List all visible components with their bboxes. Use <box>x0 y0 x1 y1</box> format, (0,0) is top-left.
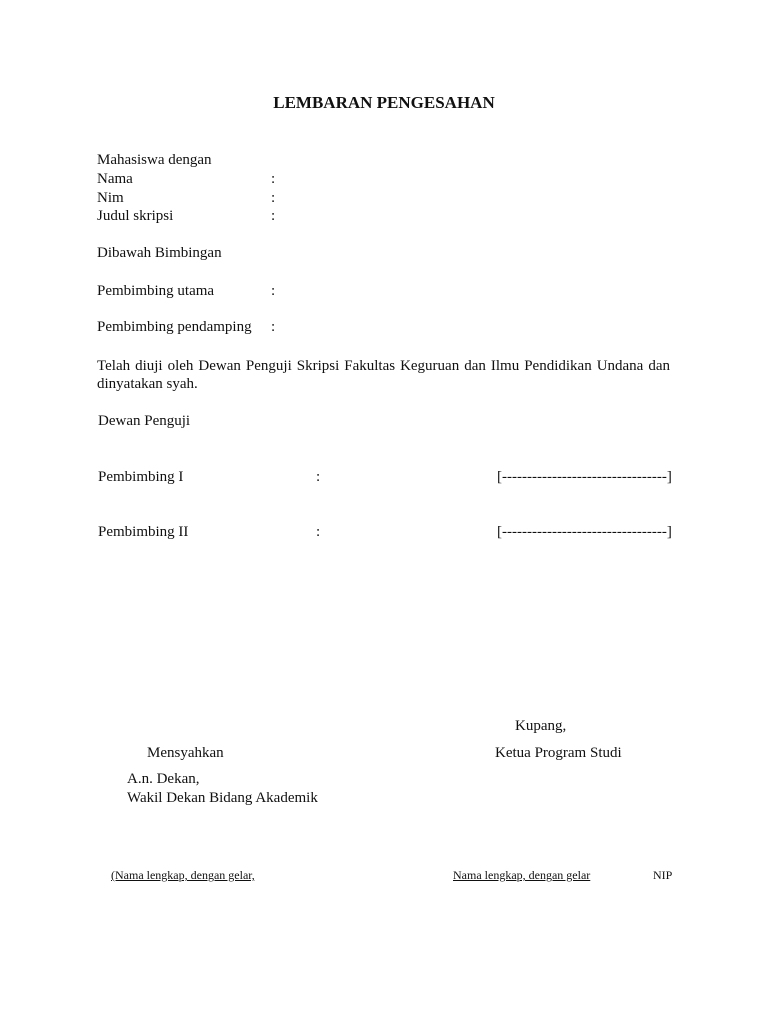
examiner-2-signature: [---------------------------------] <box>497 524 672 540</box>
place-date: Kupang, <box>515 718 567 734</box>
approved-by-heading: Mensyahkan <box>147 745 224 761</box>
name-colon: : <box>271 171 276 187</box>
approval-statement: Telah diuji oleh Dewan Penguji Skripsi Fakultas Keguruan dan Ilmu Pendidikan Undana dan dinyatakan syah. <box>97 358 670 392</box>
dean-line-2: Wakil Dekan Bidang Akademik <box>127 790 318 806</box>
thesis-title-label: Judul skripsi <box>97 208 174 224</box>
thesis-title-colon: : <box>271 208 276 224</box>
nim-label: Nim <box>97 190 124 206</box>
page-title: LEMBARAN PENGESAHAN <box>273 93 495 112</box>
program-head-heading: Ketua Program Studi <box>495 745 622 761</box>
student-heading: Mahasiswa dengan <box>97 152 212 168</box>
dean-name-placeholder: (Nama lengkap, dengan gelar, <box>111 868 255 882</box>
name-label: Nama <box>97 171 133 187</box>
dean-line-1: A.n. Dekan, <box>127 771 200 787</box>
nip-label: NIP <box>653 868 673 882</box>
examiner-1-colon: : <box>316 469 321 485</box>
assistant-supervisor-colon: : <box>271 319 276 335</box>
examiner-2-label: Pembimbing II <box>98 524 189 540</box>
main-supervisor-label: Pembimbing utama <box>97 283 215 299</box>
nim-colon: : <box>271 190 276 206</box>
examiner-2-colon: : <box>316 524 321 540</box>
assistant-supervisor-label: Pembimbing pendamping <box>97 319 252 335</box>
examiners-heading: Dewan Penguji <box>98 413 191 429</box>
program-head-name-placeholder: Nama lengkap, dengan gelar <box>453 868 591 882</box>
supervision-heading: Dibawah Bimbingan <box>97 245 222 261</box>
examiner-1-signature: [---------------------------------] <box>497 469 672 485</box>
examiner-1-label: Pembimbing I <box>98 469 184 485</box>
main-supervisor-colon: : <box>271 283 276 299</box>
